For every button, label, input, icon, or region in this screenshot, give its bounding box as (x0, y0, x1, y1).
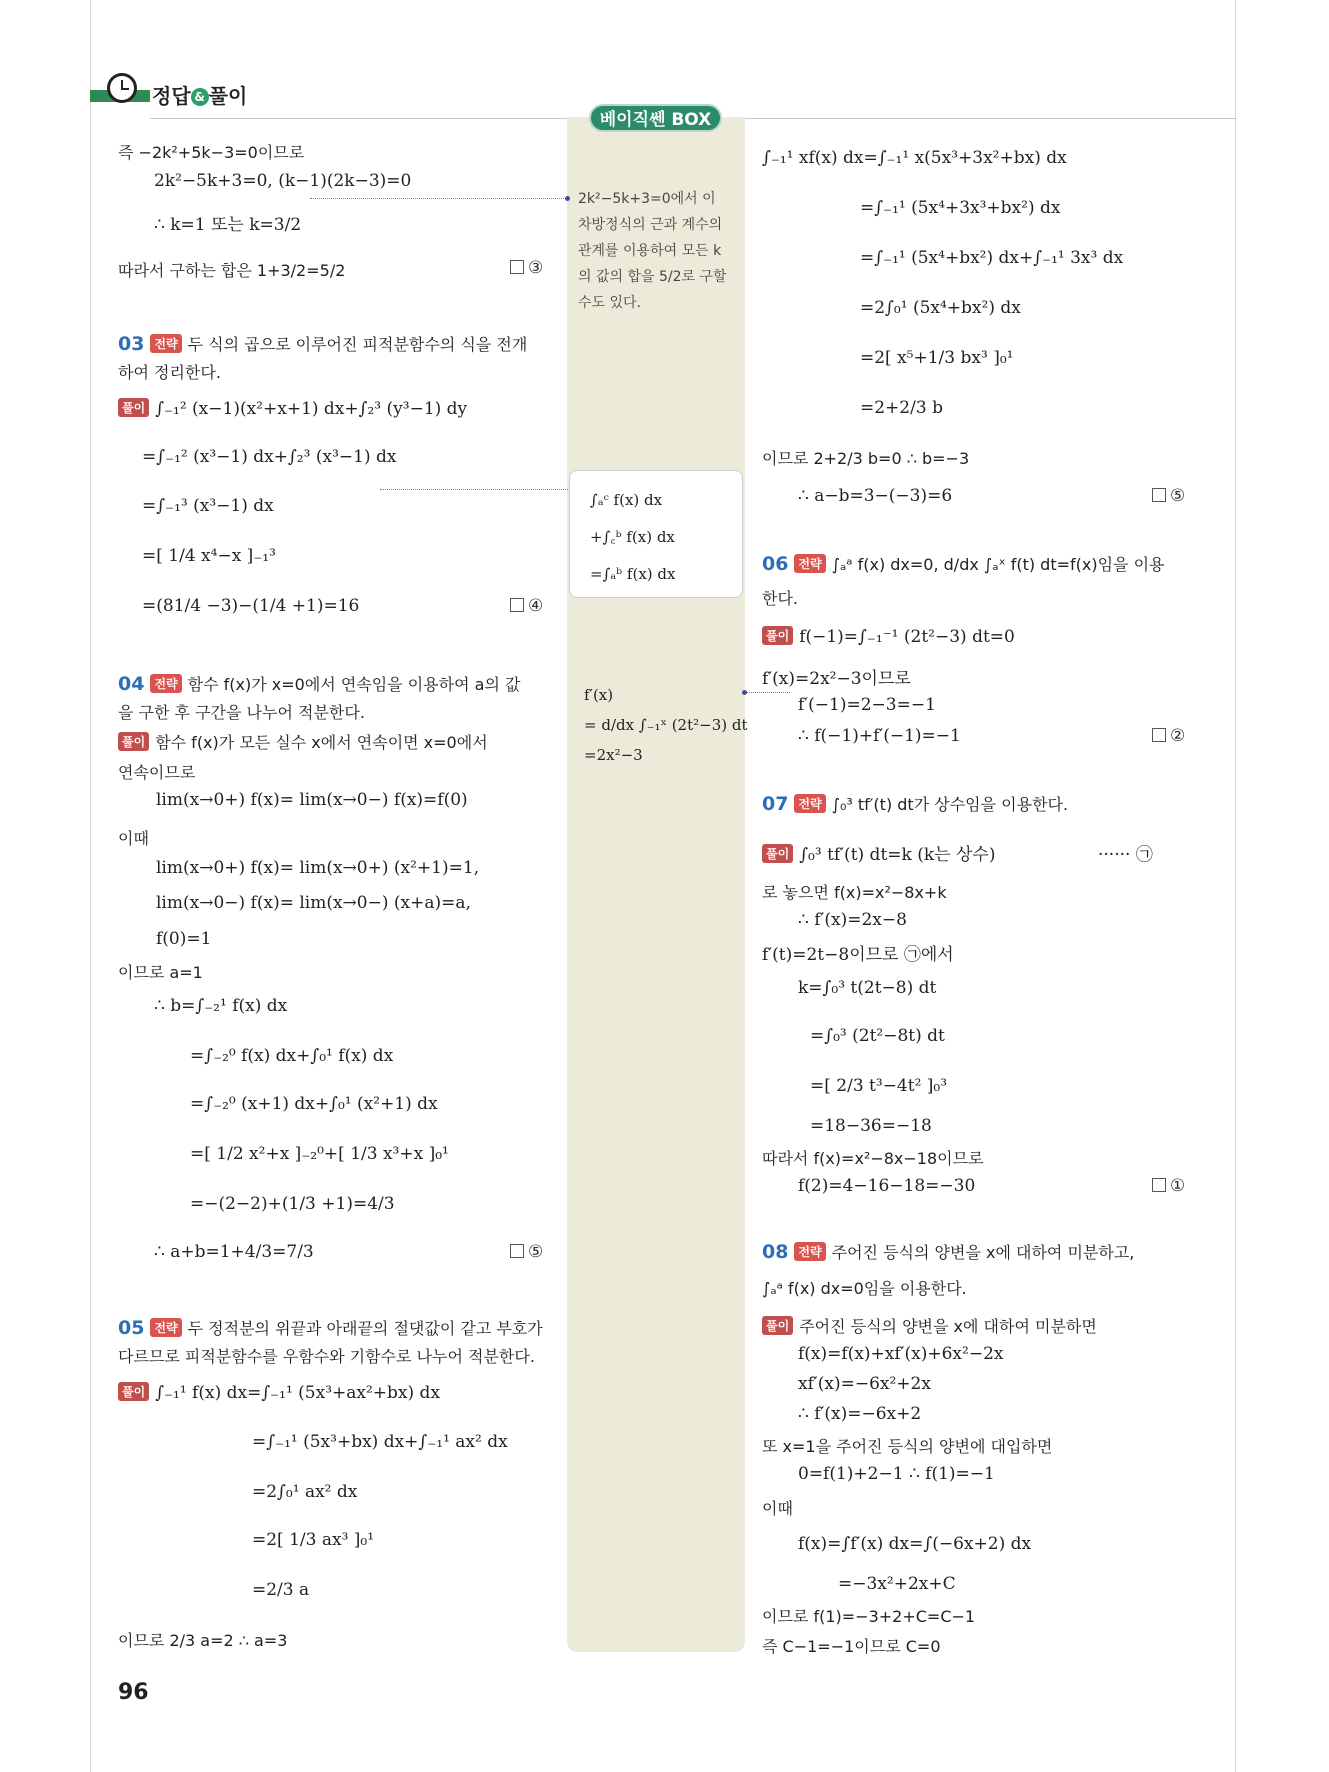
line: ∴ f′(x)=2x−8 (798, 910, 907, 930)
connector-3 (745, 692, 790, 693)
line: =[ 2/3 t³−4t² ]₀³ (810, 1076, 948, 1096)
line: f′(−1)=2−3=−1 (798, 695, 936, 715)
line: f′(t)=2t−8이므로 ㉠에서 (762, 945, 954, 965)
answer-icon (510, 260, 524, 274)
problem-06-strategy: 06 전략 ∫ₐᵃ f(x) dx=0, d/dx ∫ₐˣ f(t) dt=f(x)임을 이용 (762, 553, 1165, 575)
line: 또 x=1을 주어진 등식의 양변에 대입하면 (762, 1437, 1053, 1456)
problem-03-strategy: 03 전략 두 식의 곱으로 이루어진 피적분함수의 식을 전개 (118, 333, 528, 355)
line: ∴ f(−1)+f′(−1)=−1 (798, 726, 961, 746)
line: 하여 정리한다. (118, 363, 221, 382)
line: =∫₋₁¹ (5x³+bx) dx+∫₋₁¹ ax² dx (252, 1432, 508, 1452)
connector-2 (380, 489, 568, 490)
connector-dot-3 (742, 690, 747, 695)
problem-04-strategy: 04 전략 함수 f(x)가 x=0에서 연속임을 이용하여 a의 값 (118, 673, 521, 695)
problem-03-solution: 풀이 ∫₋₁² (x−1)(x²+x+1) dx+∫₂³ (y³−1) dy (118, 398, 467, 419)
box-note-2: ∫ₐᶜ f(x) dx +∫꜀ᵇ f(x) dx =∫ₐᵇ f(x) dx (590, 491, 676, 583)
problem-06-solution: 풀이 f(−1)=∫₋₁⁻¹ (2t²−3) dt=0 (762, 626, 1015, 647)
connector-dot-1 (565, 196, 570, 201)
line: 이때 (762, 1499, 793, 1518)
line: 로 놓으면 f(x)=x²−8x+k (762, 883, 947, 902)
answer-05: ⑤ (1152, 486, 1185, 506)
line: 을 구한 후 구간을 나누어 적분한다. (118, 703, 365, 722)
line: =18−36=−18 (810, 1116, 932, 1136)
line: ∴ a−b=3−(−3)=6 (798, 486, 953, 506)
line: =∫₋₂⁰ (x+1) dx+∫₀¹ (x²+1) dx (190, 1094, 438, 1114)
line: k=∫₀³ t(2t−8) dt (798, 978, 937, 998)
line: =∫₋₁¹ (5x⁴+bx²) dx+∫₋₁¹ 3x³ dx (860, 248, 1124, 268)
clock-icon (107, 73, 137, 103)
line: 이때 (118, 829, 149, 848)
line: ∴ f′(x)=−6x+2 (798, 1404, 922, 1424)
line: =∫₋₁³ (x³−1) dx (142, 496, 274, 516)
line: 다르므로 피적분함수를 우함수와 기함수로 나누어 적분한다. (118, 1347, 535, 1366)
basic-box-column (567, 117, 745, 1652)
problem-05-strategy: 05 전략 두 정적분의 위끝과 아래끝의 절댓값이 같고 부호가 (118, 1317, 543, 1339)
line: lim(x→0+) f(x)= lim(x→0−) f(x)=f(0) (156, 790, 468, 810)
line: ∫ₐᵃ f(x) dx=0임을 이용한다. (762, 1279, 967, 1298)
problem-05-solution: 풀이 ∫₋₁¹ f(x) dx=∫₋₁¹ (5x³+ax²+bx) dx (118, 1382, 440, 1403)
line: xf′(x)=−6x²+2x (798, 1374, 931, 1394)
answer-icon (510, 598, 524, 612)
line: =[ 1/4 x⁴−x ]₋₁³ (142, 546, 276, 566)
line: =2[ 1/3 ax³ ]₀¹ (252, 1530, 375, 1550)
line: f(0)=1 (156, 929, 212, 949)
page-number: 96 (118, 1680, 149, 1705)
line: 0=f(1)+2−1 ∴ f(1)=−1 (798, 1464, 995, 1484)
answer-icon (510, 1244, 524, 1258)
line: 따라서 f(x)=x²−8x−18이므로 (762, 1149, 984, 1168)
problem-04-solution: 풀이 함수 f(x)가 모든 실수 x에서 연속이면 x=0에서 (118, 730, 488, 753)
line: 연속이므로 (118, 763, 196, 782)
line: =2[ x⁵+1/3 bx³ ]₀¹ (860, 348, 1014, 368)
line: 2k²−5k+3=0, (k−1)(2k−3)=0 (154, 171, 412, 191)
answer-04: ⑤ (510, 1242, 543, 1262)
line: f(x)=f(x)+xf′(x)+6x²−2x (798, 1344, 1004, 1364)
box-title: 베이직쎈 BOX (589, 104, 722, 132)
line: ∫₋₁¹ xf(x) dx=∫₋₁¹ x(5x³+3x²+bx) dx (762, 148, 1067, 168)
line: =−(2−2)+(1/3 +1)=4/3 (190, 1194, 395, 1214)
line: =2∫₀¹ (5x⁴+bx²) dx (860, 298, 1021, 318)
connector-1 (310, 198, 568, 199)
line: f(x)=∫f′(x) dx=∫(−6x+2) dx (798, 1534, 1032, 1554)
line: ∴ k=1 또는 k=3/2 (154, 215, 302, 235)
problem-07-solution: 풀이 ∫₀³ tf′(t) dt=k (k는 상수) (762, 840, 995, 865)
line: =2/3 a (252, 1580, 310, 1600)
line: lim(x→0+) f(x)= lim(x→0+) (x²+1)=1, (156, 858, 480, 878)
answer-icon (1152, 1178, 1166, 1192)
line: 이므로 2/3 a=2 ∴ a=3 (118, 1631, 288, 1650)
problem-08-solution: 풀이 주어진 등식의 양변을 x에 대하여 미분하면 (762, 1314, 1097, 1337)
answer-icon (1152, 488, 1166, 502)
answer-02: ③ (510, 258, 543, 278)
answer-03: ④ (510, 596, 543, 616)
line: 즉 C−1=−1이므로 C=0 (762, 1637, 941, 1656)
line: 한다. (762, 589, 798, 608)
line: 즉 −2k²+5k−3=0이므로 (118, 143, 305, 162)
answer-07: ① (1152, 1176, 1185, 1196)
line: =∫₀³ (2t²−8t) dt (810, 1026, 945, 1046)
line: ∴ a+b=1+4/3=7/3 (154, 1242, 314, 1262)
line: f(2)=4−16−18=−30 (798, 1176, 976, 1196)
line: 이므로 a=1 (118, 963, 203, 982)
line: =−3x²+2x+C (838, 1574, 956, 1594)
line: =2∫₀¹ ax² dx (252, 1482, 358, 1502)
line: f′(x)=2x²−3이므로 (762, 669, 911, 689)
box-note-1: 2k²−5k+3=0에서 이 차방정식의 근과 계수의 관계를 이용하여 모든 k 의 값의 합을 5/2로 구할 수도 있다. (578, 191, 727, 311)
line: lim(x→0−) f(x)= lim(x→0−) (x+a)=a, (156, 893, 471, 913)
line: 이므로 2+2/3 b=0 ∴ b=−3 (762, 449, 970, 468)
line: =2+2/3 b (860, 398, 943, 418)
line: 따라서 구하는 합은 1+3/2=5/2 (118, 261, 346, 280)
line: 이므로 f(1)=−3+2+C=C−1 (762, 1607, 976, 1626)
answer-06: ② (1152, 726, 1185, 746)
line: =∫₋₂⁰ f(x) dx+∫₀¹ f(x) dx (190, 1046, 394, 1066)
line: =(81/4 −3)−(1/4 +1)=16 (142, 596, 360, 616)
page-title: 정답 & 풀이 (152, 84, 248, 108)
box-note-3: f′(x) = d/dx ∫₋₁ˣ (2t²−3) dt =2x²−3 (584, 686, 748, 764)
problem-07-strategy: 07 전략 ∫₀³ tf′(t) dt가 상수임을 이용한다. (762, 793, 1069, 815)
equation-marker: ······ ㉠ (1098, 845, 1153, 865)
line: =[ 1/2 x²+x ]₋₂⁰+[ 1/3 x³+x ]₀¹ (190, 1144, 449, 1164)
line: =∫₋₁² (x³−1) dx+∫₂³ (x³−1) dx (142, 447, 397, 467)
line: ∴ b=∫₋₂¹ f(x) dx (154, 996, 288, 1016)
answer-icon (1152, 728, 1166, 742)
line: =∫₋₁¹ (5x⁴+3x³+bx²) dx (860, 198, 1061, 218)
problem-08-strategy: 08 전략 주어진 등식의 양변을 x에 대하여 미분하고, (762, 1241, 1135, 1263)
